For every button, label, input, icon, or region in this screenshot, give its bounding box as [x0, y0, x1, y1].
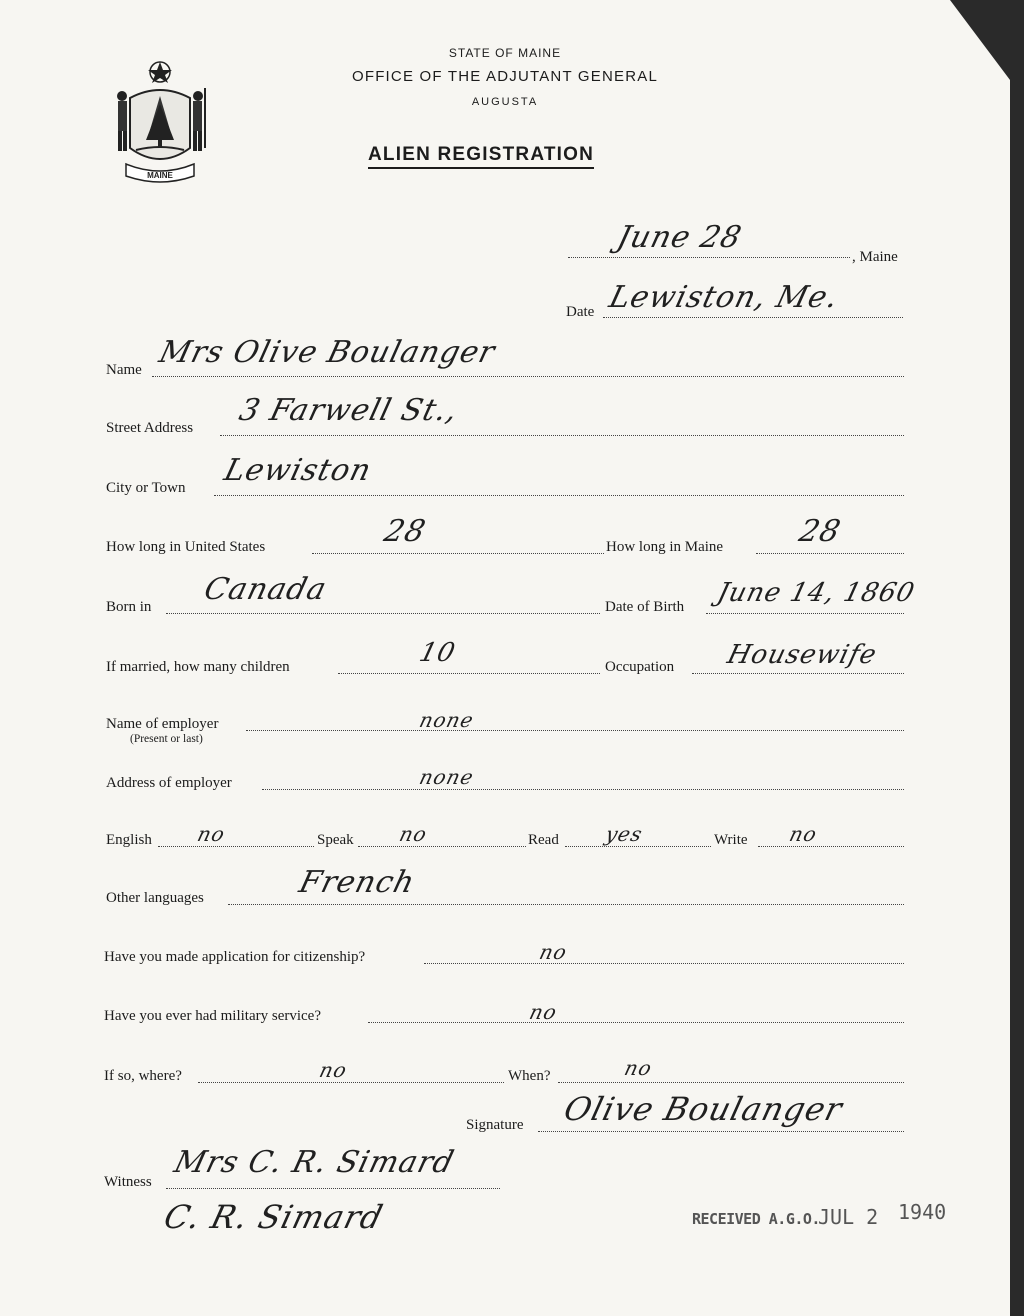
when-line	[558, 1081, 904, 1083]
street-line	[220, 434, 904, 436]
where-line	[198, 1081, 504, 1083]
entry-military: no	[527, 1000, 560, 1024]
label-city: City or Town	[106, 480, 186, 496]
entry-employer-name: none	[417, 708, 477, 732]
entry-speak: no	[397, 822, 430, 846]
label-how-long-maine: How long in Maine	[606, 539, 724, 555]
name-line	[152, 375, 904, 377]
entry-signature: Olive Boulanger	[560, 1090, 847, 1128]
entry-children: 10	[416, 638, 459, 668]
entry-city: Lewiston	[220, 453, 376, 488]
employer-name-line	[246, 729, 904, 731]
label-date: Date	[566, 304, 595, 320]
label-witness: Witness	[104, 1174, 152, 1190]
label-employer-address: Address of employer	[106, 775, 232, 791]
label-name: Name	[106, 362, 142, 378]
entry-name: Mrs Olive Boulanger	[155, 335, 499, 370]
entry-where: no	[317, 1058, 350, 1082]
label-read: Read	[528, 832, 559, 848]
military-line	[368, 1021, 904, 1023]
entry-how-long-us: 28	[380, 514, 430, 549]
label-born-in: Born in	[106, 599, 152, 615]
entry-english: no	[195, 822, 228, 846]
stamp-date: JUL 2	[818, 1205, 879, 1229]
label-other-languages: Other languages	[106, 890, 204, 906]
entry-citizenship: no	[537, 940, 570, 964]
label-english: English	[106, 832, 152, 848]
entry-when: no	[622, 1056, 655, 1080]
header-state: STATE OF MAINE	[448, 46, 562, 60]
header-office: OFFICE OF THE ADJUTANT GENERAL	[351, 68, 659, 85]
label-street: Street Address	[106, 420, 194, 436]
english-line	[158, 845, 314, 847]
date-line-1	[568, 256, 850, 258]
label-citizenship: Have you made application for citizenship?	[104, 949, 366, 965]
entry-street: 3 Farwell St.,	[235, 393, 462, 428]
entry-how-long-maine: 28	[795, 514, 845, 549]
witness-line	[166, 1187, 500, 1189]
citizenship-line	[424, 962, 904, 964]
children-line	[338, 672, 600, 674]
label-where: If so, where?	[104, 1068, 182, 1084]
speak-line	[358, 845, 526, 847]
entry-witness-1: Mrs C. R. Simard	[170, 1145, 459, 1180]
entry-employer-address: none	[417, 765, 477, 789]
label-when: When?	[508, 1068, 551, 1084]
date-line-2	[603, 316, 903, 318]
entry-date-line1: June 28	[613, 220, 746, 255]
entry-write: no	[787, 822, 820, 846]
seal-label: MAINE	[147, 171, 173, 180]
write-line	[758, 845, 904, 847]
label-children: If married, how many children	[106, 659, 290, 675]
stamp-year: 1940	[898, 1200, 947, 1224]
entry-occupation: Housewife	[724, 640, 881, 670]
form-title: ALIEN REGISTRATION	[368, 144, 594, 169]
label-signature: Signature	[466, 1117, 524, 1133]
how-long-us-line	[312, 552, 604, 554]
label-military: Have you ever had military service?	[104, 1008, 321, 1024]
stamp-received-label: RECEIVED A.G.O.	[692, 1210, 820, 1228]
header-city: AUGUSTA	[471, 96, 539, 108]
label-how-long-us: How long in United States	[106, 539, 266, 555]
other-languages-line	[228, 903, 904, 905]
entry-born-in: Canada	[200, 572, 331, 607]
label-occupation: Occupation	[605, 659, 675, 675]
employer-address-line	[262, 788, 904, 790]
date-of-birth-line	[706, 612, 904, 614]
entry-other-languages: French	[295, 865, 419, 900]
entry-date-line2: Lewiston, Me.	[605, 280, 843, 315]
signature-line	[538, 1130, 904, 1132]
label-employer-name: Name of employer	[106, 716, 219, 732]
occupation-line	[692, 672, 904, 674]
entry-date-of-birth: June 14, 1860	[714, 578, 919, 608]
entry-read: yes	[603, 822, 646, 846]
how-long-maine-line	[756, 552, 904, 554]
entry-witness-2: C. R. Simard	[160, 1198, 388, 1236]
label-write: Write	[714, 832, 748, 848]
label-date-of-birth: Date of Birth	[605, 599, 685, 615]
label-employer-note: (Present or last)	[130, 733, 203, 745]
born-in-line	[166, 612, 600, 614]
label-speak: Speak	[317, 832, 354, 848]
maine-suffix: , Maine	[852, 249, 898, 265]
city-line	[214, 494, 904, 496]
